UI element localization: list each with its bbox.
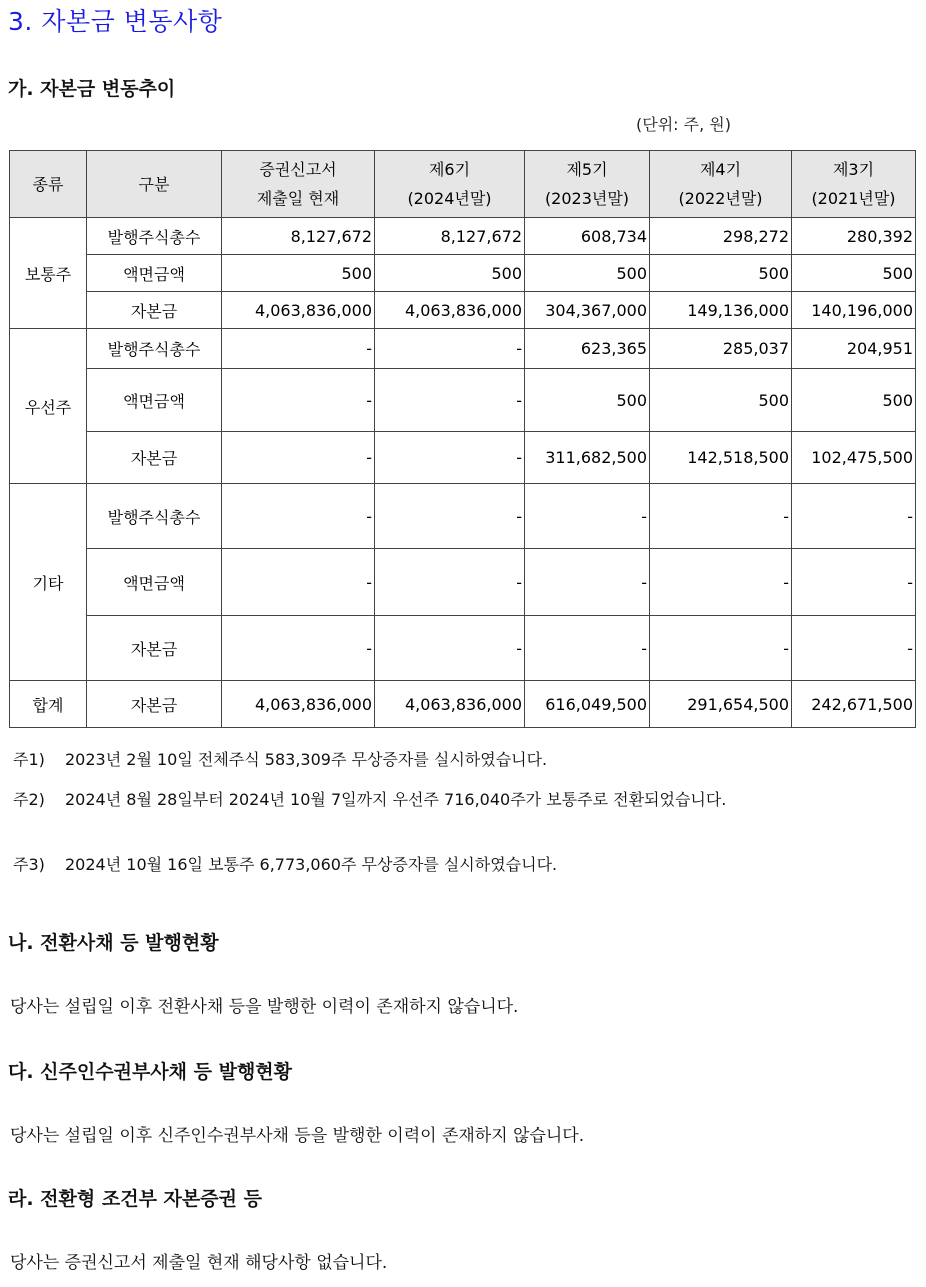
- header-category: 구분: [87, 151, 222, 218]
- value-cell: 4,063,836,000: [375, 292, 525, 329]
- total-value-cell: 4,063,836,000: [222, 681, 375, 728]
- value-cell: -: [222, 549, 375, 616]
- value-cell: 149,136,000: [650, 292, 792, 329]
- row-label-cell: 액면금액: [87, 255, 222, 292]
- footnote-mark: 주1): [13, 750, 45, 769]
- section-c-body: 당사는 설립일 이후 신주인수권부사채 등을 발행한 이력이 존재하지 않습니다.: [10, 1126, 585, 1146]
- value-cell: 280,392: [792, 218, 916, 255]
- value-cell: 102,475,500: [792, 432, 916, 484]
- row-label-cell: 자본금: [87, 292, 222, 329]
- footnote: [13, 850, 785, 879]
- unit-label: (단위: 주, 원): [636, 115, 731, 134]
- value-cell: 500: [792, 255, 916, 292]
- header-col5: 제3기 (2021년말): [792, 151, 916, 218]
- total-label-cell: 자본금: [87, 681, 222, 728]
- page-title: 3. 자본금 변동사항: [8, 7, 223, 36]
- section-b-heading: 나. 전환사채 등 발행현황: [8, 932, 219, 954]
- value-cell: -: [525, 484, 650, 549]
- table-row: [10, 369, 916, 432]
- total-value-cell: 291,654,500: [650, 681, 792, 728]
- value-cell: 140,196,000: [792, 292, 916, 329]
- footnote: [13, 785, 785, 814]
- row-kind-cell: 우선주: [10, 329, 87, 484]
- value-cell: 311,682,500: [525, 432, 650, 484]
- table-row: [10, 549, 916, 616]
- row-kind-cell: 기타: [10, 484, 87, 681]
- value-cell: -: [650, 484, 792, 549]
- footnote-mark: 주3): [13, 855, 45, 874]
- table-row: [10, 616, 916, 681]
- row-label-cell: 자본금: [87, 616, 222, 681]
- value-cell: 500: [650, 255, 792, 292]
- value-cell: 623,365: [525, 329, 650, 369]
- value-cell: 500: [792, 369, 916, 432]
- value-cell: 8,127,672: [222, 218, 375, 255]
- value-cell: 500: [525, 369, 650, 432]
- section-d-body: 당사는 증권신고서 제출일 현재 해당사항 없습니다.: [10, 1253, 388, 1273]
- value-cell: -: [792, 549, 916, 616]
- row-label-cell: 발행주식총수: [87, 218, 222, 255]
- value-cell: -: [792, 616, 916, 681]
- value-cell: -: [525, 616, 650, 681]
- row-label-cell: 발행주식총수: [87, 484, 222, 549]
- total-value-cell: 4,063,836,000: [375, 681, 525, 728]
- value-cell: 608,734: [525, 218, 650, 255]
- value-cell: 500: [222, 255, 375, 292]
- value-cell: 142,518,500: [650, 432, 792, 484]
- table-row: [10, 484, 916, 549]
- footnote-text: 2024년 8월 28일부터 2024년 10월 7일까지 우선주 716,040주가 보통주로 전환되었습니다.: [65, 790, 727, 809]
- value-cell: 500: [650, 369, 792, 432]
- footnote-text: 2024년 10월 16일 보통주 6,773,060주 무상증자를 실시하였습니다.: [65, 855, 558, 874]
- table-row: [10, 292, 916, 329]
- row-label-cell: 액면금액: [87, 549, 222, 616]
- row-label-cell: 자본금: [87, 432, 222, 484]
- header-kind: 종류: [10, 151, 87, 218]
- value-cell: -: [222, 369, 375, 432]
- row-label-cell: 액면금액: [87, 369, 222, 432]
- value-cell: 285,037: [650, 329, 792, 369]
- value-cell: -: [222, 616, 375, 681]
- header-col1: 증권신고서 제출일 현재: [222, 151, 375, 218]
- header-col3: 제5기 (2023년말): [525, 151, 650, 218]
- section-a-heading: 가. 자본금 변동추이: [8, 78, 176, 100]
- header-col2: 제6기 (2024년말): [375, 151, 525, 218]
- total-value-cell: 242,671,500: [792, 681, 916, 728]
- table-row: [10, 432, 916, 484]
- value-cell: -: [222, 329, 375, 369]
- value-cell: -: [650, 616, 792, 681]
- value-cell: -: [650, 549, 792, 616]
- value-cell: -: [222, 432, 375, 484]
- table-row: [10, 329, 916, 369]
- table-row: [10, 218, 916, 255]
- value-cell: -: [222, 484, 375, 549]
- row-kind-cell: 보통주: [10, 218, 87, 329]
- section-c-heading: 다. 신주인수권부사채 등 발행현황: [8, 1061, 293, 1083]
- header-col4: 제4기 (2022년말): [650, 151, 792, 218]
- value-cell: 298,272: [650, 218, 792, 255]
- value-cell: 500: [375, 255, 525, 292]
- capital-change-table: [9, 150, 916, 728]
- value-cell: 500: [525, 255, 650, 292]
- total-row: [10, 681, 916, 728]
- footnote-mark: 주2): [13, 790, 45, 809]
- table-row: [10, 255, 916, 292]
- value-cell: -: [792, 484, 916, 549]
- row-label-cell: 발행주식총수: [87, 329, 222, 369]
- value-cell: -: [375, 484, 525, 549]
- footnote-text: 2023년 2월 10일 전체주식 583,309주 무상증자를 실시하였습니다.: [65, 750, 548, 769]
- value-cell: -: [375, 329, 525, 369]
- value-cell: -: [375, 432, 525, 484]
- value-cell: 8,127,672: [375, 218, 525, 255]
- value-cell: -: [525, 549, 650, 616]
- value-cell: 204,951: [792, 329, 916, 369]
- value-cell: 304,367,000: [525, 292, 650, 329]
- value-cell: -: [375, 369, 525, 432]
- value-cell: 4,063,836,000: [222, 292, 375, 329]
- total-value-cell: 616,049,500: [525, 681, 650, 728]
- total-kind-cell: 합계: [10, 681, 87, 728]
- value-cell: -: [375, 616, 525, 681]
- section-b-body: 당사는 설립일 이후 전환사채 등을 발행한 이력이 존재하지 않습니다.: [10, 997, 519, 1017]
- section-d-heading: 라. 전환형 조건부 자본증권 등: [8, 1188, 262, 1210]
- value-cell: -: [375, 549, 525, 616]
- footnote: [13, 745, 785, 774]
